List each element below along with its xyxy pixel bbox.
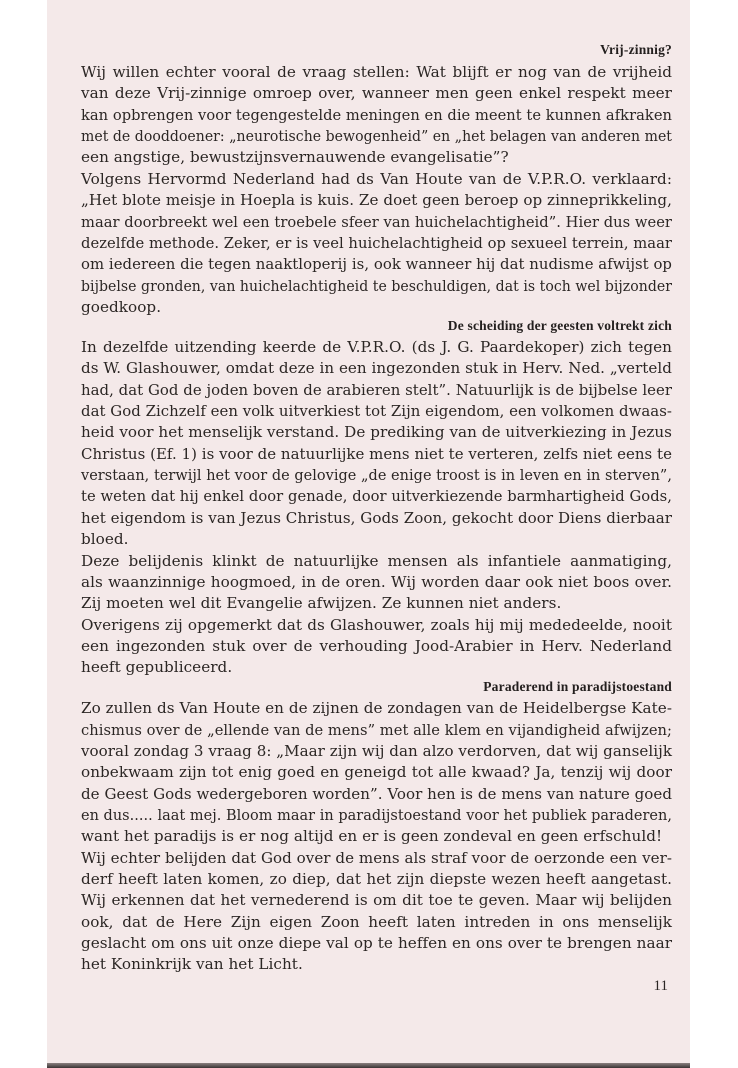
text-line: onbekwaam zijn tot enig goed en geneigd tot alle kwaad? Ja, tenzij wij door (81, 763, 672, 781)
text-line: kan opbrengen voor tegengestelde meningen en die meent te kunnen afkraken (81, 106, 672, 124)
text-line: als waanzinnige hoogmoed, in de oren. Wij worden daar ook niet boos over. (81, 573, 672, 591)
text-line: „Het blote meisje in Hoepla is kuis. Ze doet geen beroep op zinneprikkeling, (81, 191, 672, 209)
text-line: verstaan, terwijl het voor de gelovige „de enige troost is in leven en in sterven”, (81, 466, 672, 484)
text-line: dat God Zichzelf een volk uitverkiest tot Zijn eigendom, een volkomen dwaas- (81, 402, 672, 420)
text-line: Zo zullen ds Van Houte en de zijnen de zondagen van de Heidelbergse Kate- (81, 699, 672, 717)
text-line: goedkoop. (81, 298, 162, 316)
text-line: de Geest Gods wedergeboren worden”. Voor hen is de mens van nature goed (81, 785, 672, 803)
section-heading-scheiding-der-geesten: De scheiding der geesten voltrekt zich (447, 318, 672, 333)
text-line: Volgens Hervormd Nederland had ds Van Houte van de V.P.R.O. verklaard: (81, 170, 672, 188)
text-line: Zij moeten wel dit Evangelie afwijzen. Ze kunnen niet anders. (81, 594, 562, 612)
text-line: een ingezonden stuk over de verhouding Jood-Arabier in Herv. Nederland (81, 637, 672, 655)
text-line: en dus..... laat mej. Bloom maar in paradijstoestand voor het publiek paraderen, (81, 806, 672, 824)
section-heading-paraderend: Paraderend in paradijstoestand (483, 679, 672, 694)
text-line: te weten dat hij enkel door genade, door uitverkiezende barmhartigheid Gods, (81, 487, 672, 505)
text-line: om iedereen die tegen naaktloperij is, ook wanneer hij dat nudisme afwijst op (81, 255, 672, 273)
text-line: het eigendom is van Jezus Christus, Gods Zoon, gekocht door Diens dierbaar (81, 509, 672, 527)
text-line: dezelfde methode. Zeker, er is veel huichelachtigheid op sexueel terrein, maar (81, 234, 672, 252)
text-line: Christus (Ef. 1) is voor de natuurlijke mens niet te verteren, zelfs niet eens te (81, 445, 672, 463)
section-heading-vrij-zinnig: Vrij-zinnig? (600, 42, 672, 57)
text-line: chismus over de „ellende van de mens” met alle klem en vijandigheid afwijzen; (81, 721, 672, 739)
text-line: bijbelse gronden, van huichelachtigheid te beschuldigen, dat is toch wel bijzonder (81, 277, 672, 295)
text-line: want het paradijs is er nog altijd en er is geen zondeval en geen erfschuld! (81, 827, 663, 845)
text-line: had, dat God de joden boven de arabieren stelt”. Natuurlijk is de bijbelse leer (81, 381, 672, 399)
text-line: ds W. Glashouwer, omdat deze in een ingezonden stuk in Herv. Ned. „verteld (81, 359, 672, 377)
text-line: met de dooddoener: „neurotische bewogenheid” en „het belagen van anderen met (81, 127, 672, 145)
text-line: maar doorbreekt wel een troebele sfeer van huichelachtigheid”. Hier dus weer (81, 213, 672, 231)
text-line: Wij willen echter vooral de vraag stellen: Wat blijft er nog van de vrijheid (81, 63, 672, 81)
text-line: heid voor het menselijk verstand. De prediking van de uitverkiezing in Jezus (81, 423, 672, 441)
text-line: een angstige, bewustzijnsvernauwende evangelisatie”? (81, 148, 509, 166)
text-line: ook, dat de Here Zijn eigen Zoon heeft laten intreden in ons menselijk (81, 913, 672, 931)
text-line: Wij echter belijden dat God over de mens als straf voor de oerzonde een ver- (81, 849, 672, 867)
text-line: van deze Vrij-zinnige omroep over, wanneer men geen enkel respekt meer (81, 84, 672, 102)
text-line: derf heeft laten komen, zo diep, dat het zijn diepste wezen heeft aangetast. (81, 870, 672, 888)
text-line: heeft gepubliceerd. (81, 658, 233, 676)
page-bottom-edge (47, 1063, 690, 1068)
text-line: Deze belijdenis klinkt de natuurlijke mensen als infantiele aanmatiging, (81, 552, 672, 570)
text-line: bloed. (81, 530, 129, 548)
text-line: Overigens zij opgemerkt dat ds Glashouwer, zoals hij mij mededeelde, nooit (81, 616, 672, 634)
text-line: Wij erkennen dat het vernederend is om dit toe te geven. Maar wij belijden (81, 891, 672, 909)
text-line: het Koninkrijk van het Licht. (81, 955, 303, 973)
text-line: vooral zondag 3 vraag 8: „Maar zijn wij dan alzo verdorven, dat wij ganselijk (81, 742, 672, 760)
page-number: 11 (653, 978, 668, 994)
text-line: geslacht om ons uit onze diepe val op te heffen en ons over te brengen naar (81, 934, 672, 952)
text-line: In dezelfde uitzending keerde de V.P.R.O. (ds J. G. Paardekoper) zich tegen (81, 338, 672, 356)
